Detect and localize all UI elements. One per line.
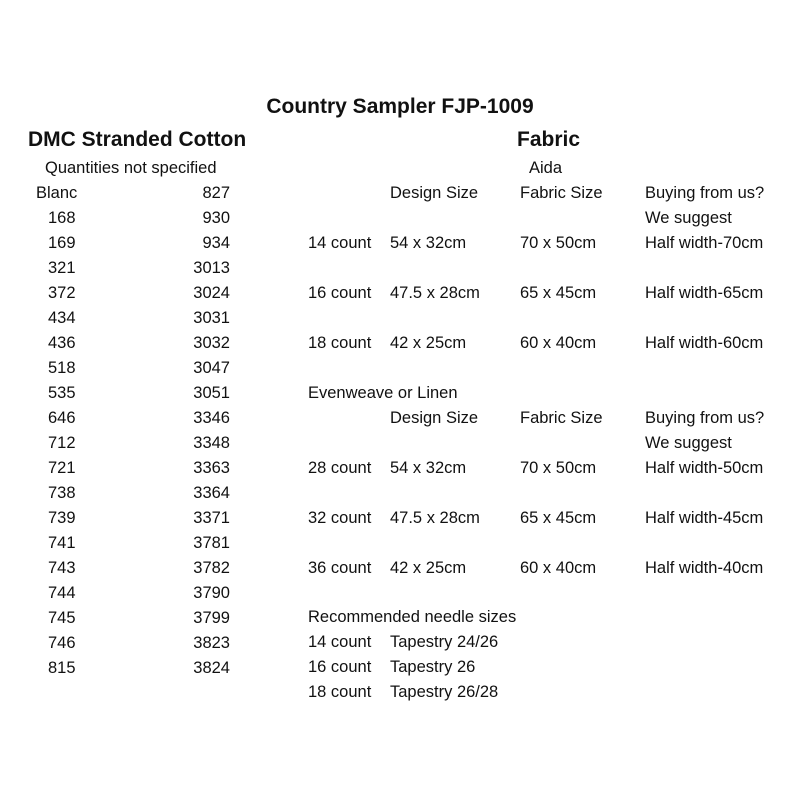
page-title: Country Sampler FJP-1009 [266,95,534,118]
aida-row-count: 14 count [308,234,372,252]
thread-code-left: 372 [48,284,76,302]
aida-row-count: 18 count [308,334,372,352]
thread-code-left: 745 [48,609,76,627]
thread-code-right: 3364 [193,484,230,502]
thread-code-right: 934 [202,234,230,252]
evenweave-label: Evenweave or Linen [308,384,458,402]
threads-note: Quantities not specified [45,159,217,177]
aida-buying-header: Buying from us? [645,184,765,202]
evenweave-fabric-size-header: Fabric Size [520,409,603,427]
aida-row-design: 47.5 x 28cm [390,284,480,302]
needle-row-count: 18 count [308,683,372,701]
aida-row-fabric: 60 x 40cm [520,334,597,352]
evenweave-row-count: 32 count [308,509,372,527]
thread-code-right: 3032 [193,334,230,352]
thread-code-left: 168 [48,209,76,227]
evenweave-row-fabric: 70 x 50cm [520,459,597,477]
evenweave-buying-header: Buying from us? [645,409,765,427]
thread-code-right: 3790 [193,584,230,602]
needle-row-size: Tapestry 26/28 [390,683,499,701]
needle-row-count: 16 count [308,658,372,676]
evenweave-row-design: 47.5 x 28cm [390,509,480,527]
thread-code-left: Blanc [36,184,78,202]
evenweave-row-suggest: Half width-50cm [645,459,764,477]
threads-heading: DMC Stranded Cotton [28,128,247,151]
thread-code-right: 3047 [193,359,230,377]
aida-label: Aida [529,159,563,177]
evenweave-design-size-header: Design Size [390,409,479,427]
thread-code-right: 3824 [193,659,230,677]
aida-row-fabric: 70 x 50cm [520,234,597,252]
aida-row-suggest: Half width-60cm [645,334,764,352]
needle-row-count: 14 count [308,633,372,651]
thread-code-left: 721 [48,459,76,477]
thread-code-right: 930 [202,209,230,227]
aida-suggest-header: We suggest [645,209,732,227]
thread-code-right: 3348 [193,434,230,452]
needles-heading: Recommended needle sizes [308,608,517,626]
aida-row-fabric: 65 x 45cm [520,284,597,302]
evenweave-row-design: 42 x 25cm [390,559,467,577]
thread-code-left: 436 [48,334,76,352]
thread-code-left: 743 [48,559,76,577]
evenweave-row-suggest: Half width-40cm [645,559,764,577]
thread-code-left: 434 [48,309,76,327]
thread-code-left: 739 [48,509,76,527]
thread-code-right: 3024 [193,284,230,302]
evenweave-suggest-header: We suggest [645,434,732,452]
aida-design-size-header: Design Size [390,184,479,202]
thread-code-right: 3781 [193,534,230,552]
thread-code-right: 3363 [193,459,230,477]
thread-code-right: 3013 [193,259,230,277]
thread-code-right: 3799 [193,609,230,627]
thread-code-right: 3051 [193,384,230,402]
needle-row-size: Tapestry 26 [390,658,476,676]
thread-code-right: 3782 [193,559,230,577]
thread-code-left: 815 [48,659,76,677]
thread-code-left: 712 [48,434,76,452]
thread-code-right: 3823 [193,634,230,652]
evenweave-row-suggest: Half width-45cm [645,509,764,527]
thread-code-left: 518 [48,359,76,377]
aida-row-suggest: Half width-70cm [645,234,764,252]
thread-code-right: 3371 [193,509,230,527]
thread-code-left: 321 [48,259,76,277]
thread-code-left: 746 [48,634,76,652]
aida-row-count: 16 count [308,284,372,302]
aida-row-suggest: Half width-65cm [645,284,764,302]
thread-code-right: 827 [202,184,230,202]
evenweave-row-fabric: 65 x 45cm [520,509,597,527]
evenweave-row-count: 28 count [308,459,372,477]
aida-row-design: 42 x 25cm [390,334,467,352]
thread-code-left: 169 [48,234,76,252]
thread-code-left: 744 [48,584,76,602]
thread-code-left: 738 [48,484,76,502]
evenweave-row-count: 36 count [308,559,372,577]
evenweave-row-fabric: 60 x 40cm [520,559,597,577]
evenweave-row-design: 54 x 32cm [390,459,467,477]
thread-code-left: 646 [48,409,76,427]
thread-code-left: 535 [48,384,76,402]
needle-row-size: Tapestry 24/26 [390,633,499,651]
thread-code-right: 3031 [193,309,230,327]
thread-code-left: 741 [48,534,76,552]
aida-row-design: 54 x 32cm [390,234,467,252]
fabric-heading: Fabric [517,128,581,151]
thread-code-right: 3346 [193,409,230,427]
aida-fabric-size-header: Fabric Size [520,184,603,202]
